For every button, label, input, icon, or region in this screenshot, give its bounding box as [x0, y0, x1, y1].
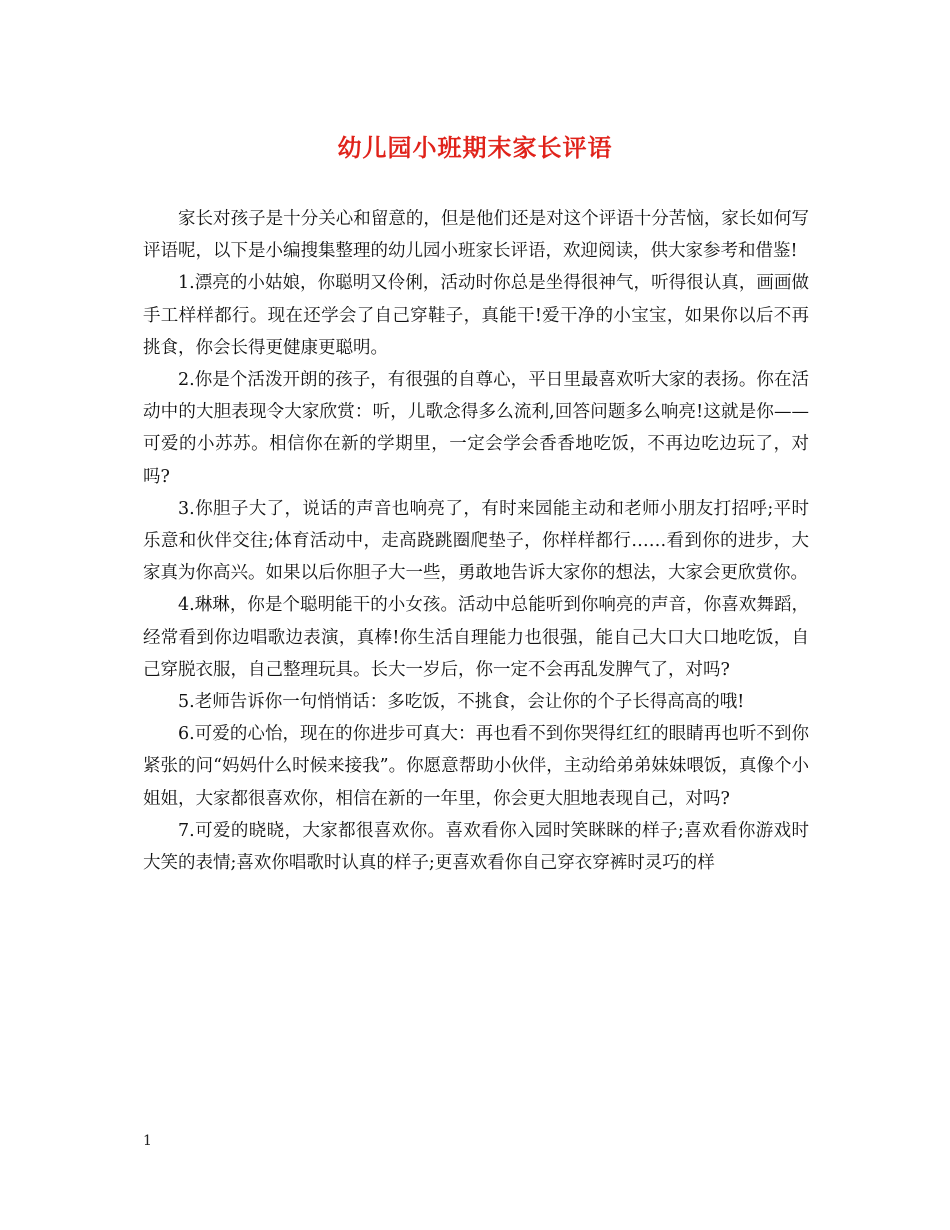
document-title: 幼儿园小班期末家长评语 — [337, 133, 613, 162]
comment-paragraph-5: 5.老师告诉你一句悄悄话：多吃饭，不挑食，会让你的个子长得高高的哦! — [178, 692, 745, 713]
comment-paragraph-7: 7.可爱的晓晓，大家都很喜欢你。喜欢看你入园时笑眯眯的样子;喜欢看你游戏时大笑的表情;喜欢你唱歌时认真的样子;更喜欢看你自己穿衣穿裤时灵巧的样 — [143, 820, 809, 874]
page-number: 1 — [143, 1133, 152, 1149]
document-body — [143, 203, 809, 879]
comment-paragraph-2: 2.你是个活泼开朗的孩子，有很强的自尊心，平日里最喜欢听大家的表扬。你在活动中的大胆表现令大家欣赏：听，儿歌念得多么流利,回答问题多么响亮!这就是你——可爱的小苏苏。相信你在新的学期里，一定会学会香香地吃饭，不再边吃边玩了，对吗? — [143, 370, 809, 487]
comment-paragraph-4: 4.琳琳，你是个聪明能干的小女孩。活动中总能听到你响亮的声音，你喜欢舞蹈，经常看到你边唱歌边表演，真棒!你生活自理能力也很强，能自己大口大口地吃饭，自己穿脱衣服，自己整理玩具。长大一岁后，你一定不会再乱发脾气了，对吗? — [143, 595, 809, 680]
intro-paragraph: 家长对孩子是十分关心和留意的，但是他们还是对这个评语十分苦恼，家长如何写评语呢，以下是小编搜集整理的幼儿园小班家长评语，欢迎阅读，供大家参考和借鉴! — [143, 209, 809, 262]
comment-paragraph-6: 6.可爱的心怡，现在的你进步可真大：再也看不到你哭得红红的眼睛再也听不到你紧张的问“妈妈什么时候来接我”。你愿意帮助小伙伴，主动给弟弟妹妹喂饭，真像个小姐姐，大家都很喜欢你，相信在新的一年里，你会更大胆地表现自己，对吗? — [143, 724, 809, 809]
comment-paragraph-3: 3.你胆子大了，说话的声音也响亮了，有时来园能主动和老师小朋友打招呼;平时乐意和伙伴交往;体育活动中，走高跷跳圈爬垫子，你样样都行……看到你的进步，大家真为你高兴。如果以后你胆子大一些，勇敢地告诉大家你的想法，大家会更欣赏你。 — [143, 498, 809, 584]
comment-paragraph-1: 1.漂亮的小姑娘，你聪明又伶俐，活动时你总是坐得很神气，听得很认真，画画做手工样样都行。现在还学会了自己穿鞋子，真能干!爱干净的小宝宝，如果你以后不再挑食，你会长得更健康更聪明。 — [143, 273, 809, 358]
